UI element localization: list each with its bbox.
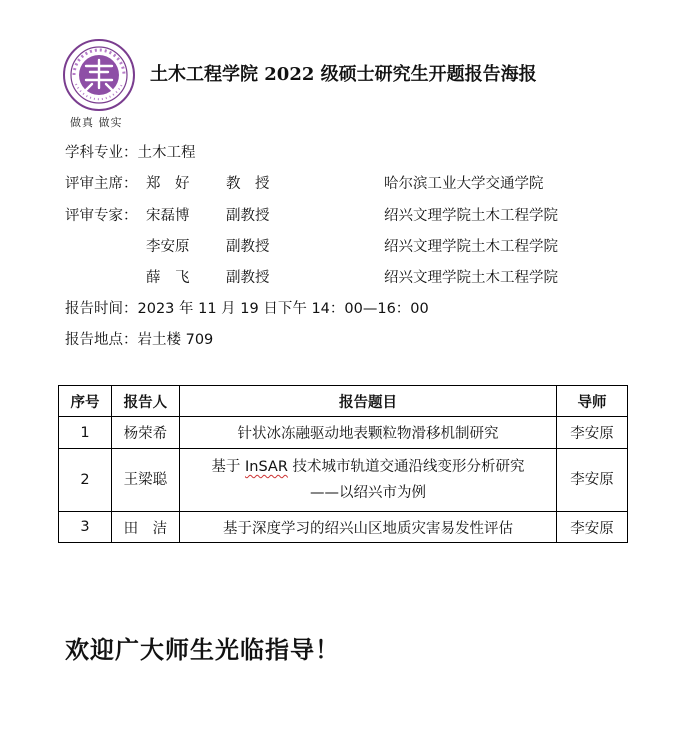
row-topic (179, 449, 556, 512)
row-topic: 基于深度学习的绍兴山区地质灾害易发性评估 (179, 512, 556, 543)
report-table (58, 385, 628, 543)
expert-org: 绍兴文理学院土木工程学院 (384, 208, 558, 224)
header-advisor: 导师 (557, 386, 628, 417)
table-row (59, 512, 628, 543)
expert-org: 绍兴文理学院土木工程学院 (384, 239, 558, 255)
expert-rank: 副教授 (226, 270, 270, 286)
header-number: 序号 (59, 386, 112, 417)
expert-org: 绍兴文理学院土木工程学院 (384, 270, 558, 286)
row-number: 2 (59, 449, 112, 512)
row-number: 3 (59, 512, 112, 543)
row-speaker: 田 洁 (111, 512, 179, 543)
expert-rank: 副教授 (226, 208, 270, 224)
discipline-value: 土木工程 (137, 145, 196, 161)
row-advisor: 李安原 (557, 417, 628, 449)
discipline-label: 学科专业： (65, 145, 138, 161)
logo-motto: 做真 做实 (70, 116, 123, 129)
chair-org: 哈尔滨工业大学交通学院 (384, 176, 544, 192)
row-topic: 针状冰冻融驱动地表颗粒物滑移机制研究 (179, 417, 556, 449)
row-number: 1 (59, 417, 112, 449)
header-speaker: 报告人 (111, 386, 179, 417)
discipline-line (65, 141, 196, 162)
row-advisor: 李安原 (557, 449, 628, 512)
experts-label: 评审专家： (65, 208, 138, 224)
row-speaker: 杨荣希 (111, 417, 179, 449)
row-speaker: 王梁聪 (111, 449, 179, 512)
chair-rank: 教 授 (226, 176, 270, 192)
header-topic: 报告题目 (179, 386, 556, 417)
expert-rank: 副教授 (226, 239, 270, 255)
chair-label: 评审主席： (65, 176, 138, 192)
table-header-row (59, 386, 628, 417)
time-line (65, 297, 429, 318)
place-label: 报告地点： (65, 332, 138, 348)
row-advisor: 李安原 (557, 512, 628, 543)
row-topic-subtitle: ——以绍兴市为例 (309, 485, 426, 501)
row-topic-suffix: 技术城市轨道交通沿线变形分析研究 (287, 459, 525, 475)
place-line (65, 328, 213, 349)
expert-name: 宋磊博 (146, 208, 190, 224)
row-topic-prefix: 基于 (211, 459, 245, 475)
time-label: 报告时间： (65, 301, 138, 317)
row-topic-insar: InSAR (244, 459, 288, 475)
place-value: 岩土楼 709 (137, 332, 214, 348)
logo-emblem-icon (62, 38, 136, 112)
page-title: 土木工程学院 2022 级硕士研究生开题报告海报 (150, 64, 537, 85)
chair-name: 郑 好 (146, 176, 190, 192)
time-value: 2023 年 11 月 19 日下午 14：00—16：00 (137, 301, 429, 317)
welcome-message: 欢迎广大师生光临指导！ (65, 635, 340, 664)
row-topic-line (184, 454, 552, 480)
expert-name: 薛 飞 (146, 270, 190, 286)
expert-name: 李安原 (146, 239, 190, 255)
table-row (59, 449, 628, 512)
table-row (59, 417, 628, 449)
